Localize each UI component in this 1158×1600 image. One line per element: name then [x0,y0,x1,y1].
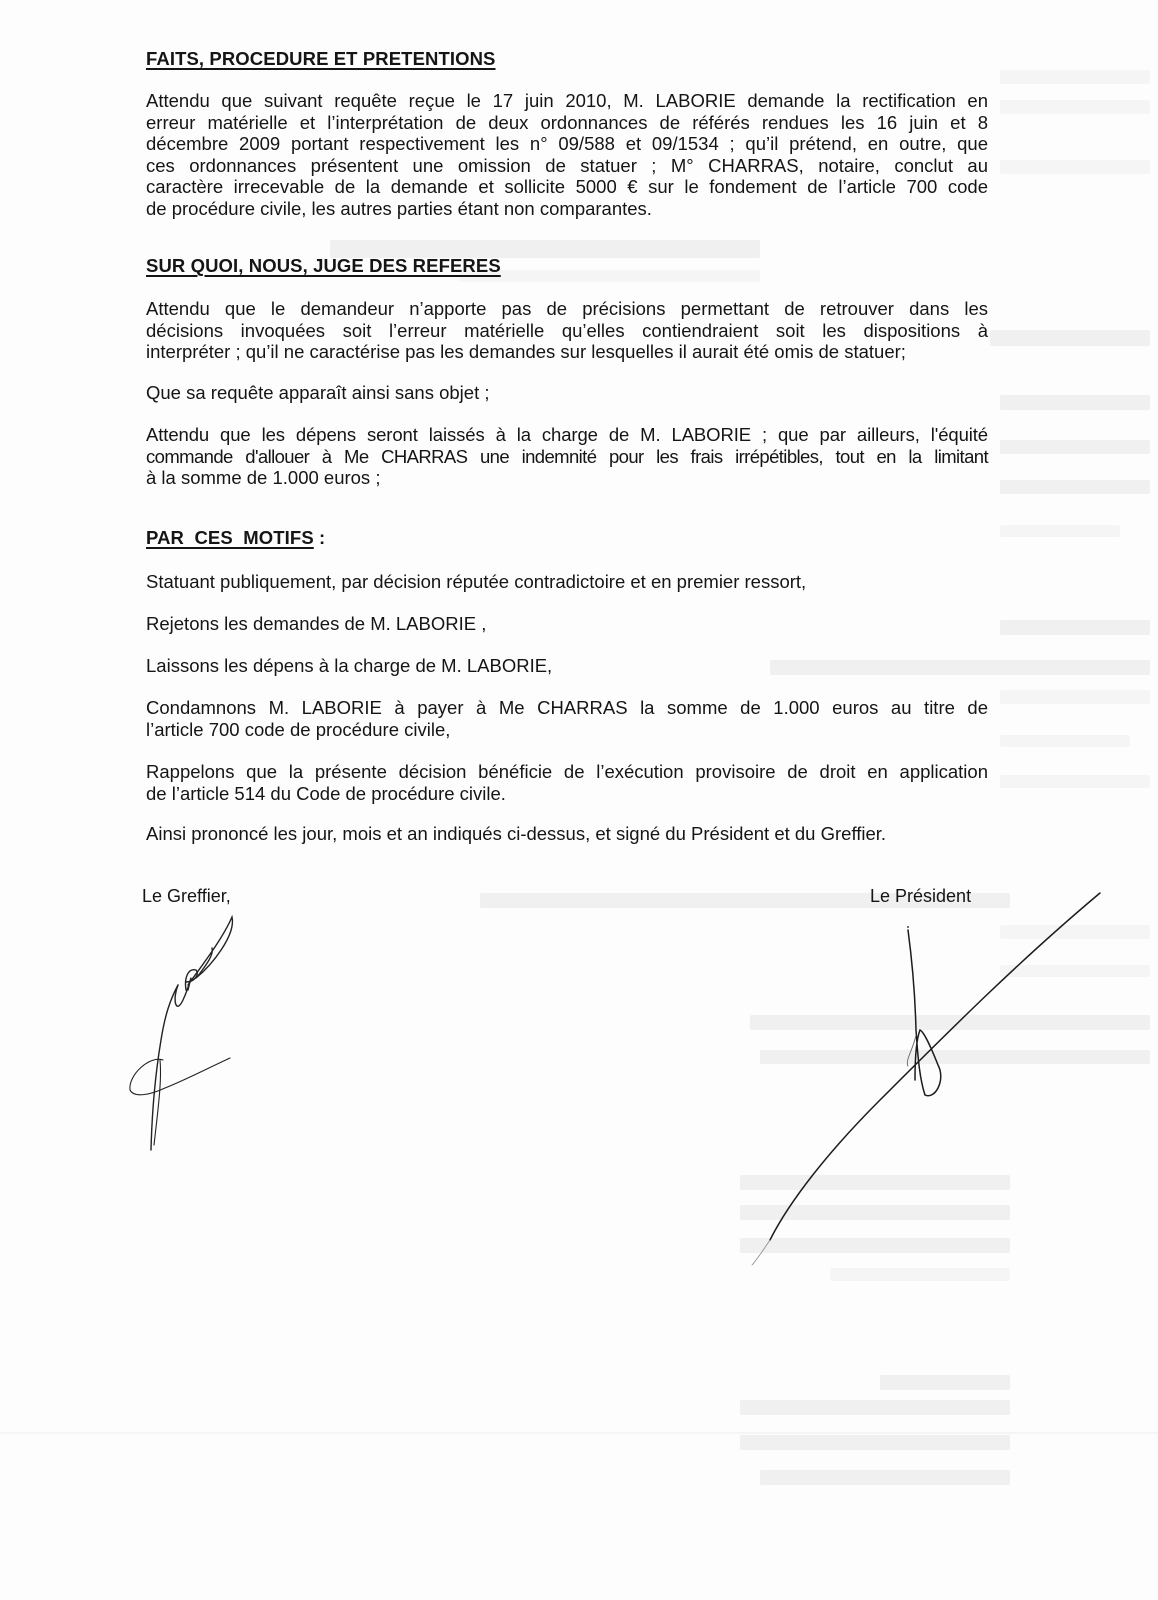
paragraph-statuant: Statuant publiquement, par décision réputée contradictoire et en premier ressort, [146,571,807,592]
president-signature [752,893,1100,1265]
text-line: Rappelons que la présente décision bénéficie de l’exécution provisoire de droit en application [146,761,988,782]
greffier-label: Le Greffier, [142,886,231,906]
paragraph-laissons: Laissons les dépens à la charge de M. LABORIE, [146,655,553,676]
text-line: caractère irrecevable de la demande et sollicite 5000 € sur le fondement de l’article 700 code [146,176,988,198]
paragraph-rejetons: Rejetons les demandes de M. LABORIE , [146,613,487,634]
greffier-signature [130,917,233,1150]
section-heading-sur-quoi: SUR QUOI, NOUS, JUGE DES REFERES [146,255,501,276]
heading-suffix: : [313,527,326,548]
text-line: Condamnons M. LABORIE à payer à Me CHARRAS la somme de 1.000 euros au titre de [146,697,988,718]
president-label: Le Président [870,886,972,906]
text-line: erreur matérielle et l’interprétation de deux ordonnances de référés rendues les 16 juin et 8 [146,111,988,133]
text-line: interpréter ; qu’il ne caractérise pas les demandes sur lesquelles il aurait été omis de statuer; [146,341,906,363]
text-line: de procédure civile, les autres parties étant non comparantes. [146,197,652,219]
heading-text: PAR CES MOTIFS [146,527,314,548]
section-heading-faits: FAITS, PROCEDURE ET PRETENTIONS [146,48,496,69]
text-line: Attendu que les dépens seront laissés à la charge de M. LABORIE ; que par ailleurs, l'équité [146,424,988,445]
paragraph-sans-objet: Que sa requête apparaît ainsi sans objet ; [146,382,490,403]
text-line: à la somme de 1.000 euros ; [146,467,381,489]
text-line: Attendu que le demandeur n’apporte pas de précisions permettant de retrouver dans les [146,298,988,319]
text-line: Attendu que suivant requête reçue le 17 juin 2010, M. LABORIE demande la rectification en [146,90,988,111]
text-line: décembre 2009 portant respectivement les n° 09/588 et 09/1534 ; qu’il prétend, en outre, que [146,133,988,155]
text-line: décisions invoquées soit l’erreur matérielle qu’elles contiendraient soit les dispositions à [146,319,988,341]
paragraph-ainsi-prononce: Ainsi prononcé les jour, mois et an indiqués ci-dessus, et signé du Président et du Greffier. [146,823,887,844]
text-line: de l’article 514 du Code de procédure civile. [146,782,506,804]
text-line: commande d'allouer à Me CHARRAS une indemnité pour les frais irrépétibles, tout en la limitant [146,445,988,467]
text-line: ces ordonnances présentent une omission de statuer ; M° CHARRAS, notaire, conclut au [146,154,988,176]
text-line: l’article 700 code de procédure civile, [146,718,451,740]
